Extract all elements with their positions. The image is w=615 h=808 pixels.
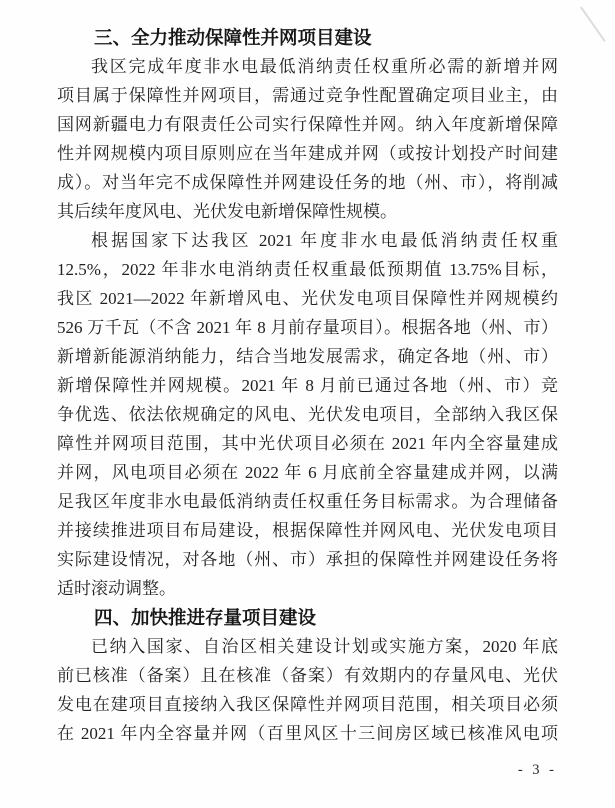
paragraph-line: 实际建设情况，对各地（州、市）承担的保障性并网建设任务将 (57, 550, 558, 569)
paragraph-line: 已纳入国家、自治区相关建设计划或实施方案，2020 年底 (91, 637, 558, 656)
paragraph-line: 12.5%，2022 年非水电消纳责任权重最低预期值 13.75%目标， (57, 260, 558, 279)
paragraph-line: 障性并网项目范围，其中光伏项目必须在 2021 年内全容量建成 (57, 434, 558, 453)
paragraph-line: 项目属于保障性并网项目，需通过竞争性配置确定项目业主，由 (57, 86, 558, 105)
section-heading-3: 三、全力推动保障性并网项目建设 (94, 27, 372, 48)
paragraph-line: 并网，风电项目必须在 2022 年 6 月底前全容量建成并网，以满 (57, 463, 558, 482)
page-number: - 3 - (517, 762, 557, 778)
paragraph-line: 国网新疆电力有限责任公司实行保障性并网。纳入年度新增保障 (57, 115, 558, 134)
paragraph-line: 根据国家下达我区 2021 年度非水电最低消纳责任权重 (91, 231, 558, 250)
paragraph-line: 其后续年度风电、光伏发电新增保障性规模。 (57, 202, 397, 221)
scan-edge-artifact (580, 6, 605, 41)
paragraph-line: 前已核准（备案）且在核准（备案）有效期内的存量风电、光伏 (57, 666, 558, 685)
paragraph-line: 发电在建项目直接纳入我区保障性并网项目范围，相关项目必须 (57, 695, 558, 714)
paragraph-line: 适时滚动调整。 (57, 579, 176, 598)
paragraph-line: 争优选、依法依规确定的风电、光伏发电项目，全部纳入我区保 (57, 405, 558, 424)
paragraph-line: 成）。对当年完不成保障性并网建设任务的地（州、市），将削减 (57, 173, 558, 192)
paragraph-line: 新增保障性并网规模。2021 年 8 月前已通过各地（州、市）竞 (57, 376, 558, 395)
paragraph-line: 在 2021 年内全容量并网（百里风区十三间房区域已核准风电项 (57, 724, 558, 743)
section-heading-4: 四、加快推进存量项目建设 (94, 607, 317, 628)
paragraph-line: 足我区年度非水电最低消纳责任权重任务目标需求。为合理储备 (57, 492, 558, 511)
paragraph-line: 性并网规模内项目原则应在当年建成并网（或按计划投产时间建 (57, 144, 558, 163)
paragraph-line: 并接续推进项目布局建设，根据保障性并网风电、光伏发电项目 (57, 521, 558, 540)
paragraph-line: 我区完成年度非水电最低消纳责任权重所必需的新增并网 (91, 57, 558, 76)
document-text-column (57, 23, 558, 748)
paragraph-line: 我区 2021—2022 年新增风电、光伏发电项目保障性并网规模约 (57, 289, 558, 308)
paragraph-line: 526 万千瓦（不含 2021 年 8 月前存量项目）。根据各地（州、市） (57, 318, 558, 337)
paragraph-line: 新增新能源消纳能力，结合当地发展需求，确定各地（州、市） (57, 347, 558, 366)
